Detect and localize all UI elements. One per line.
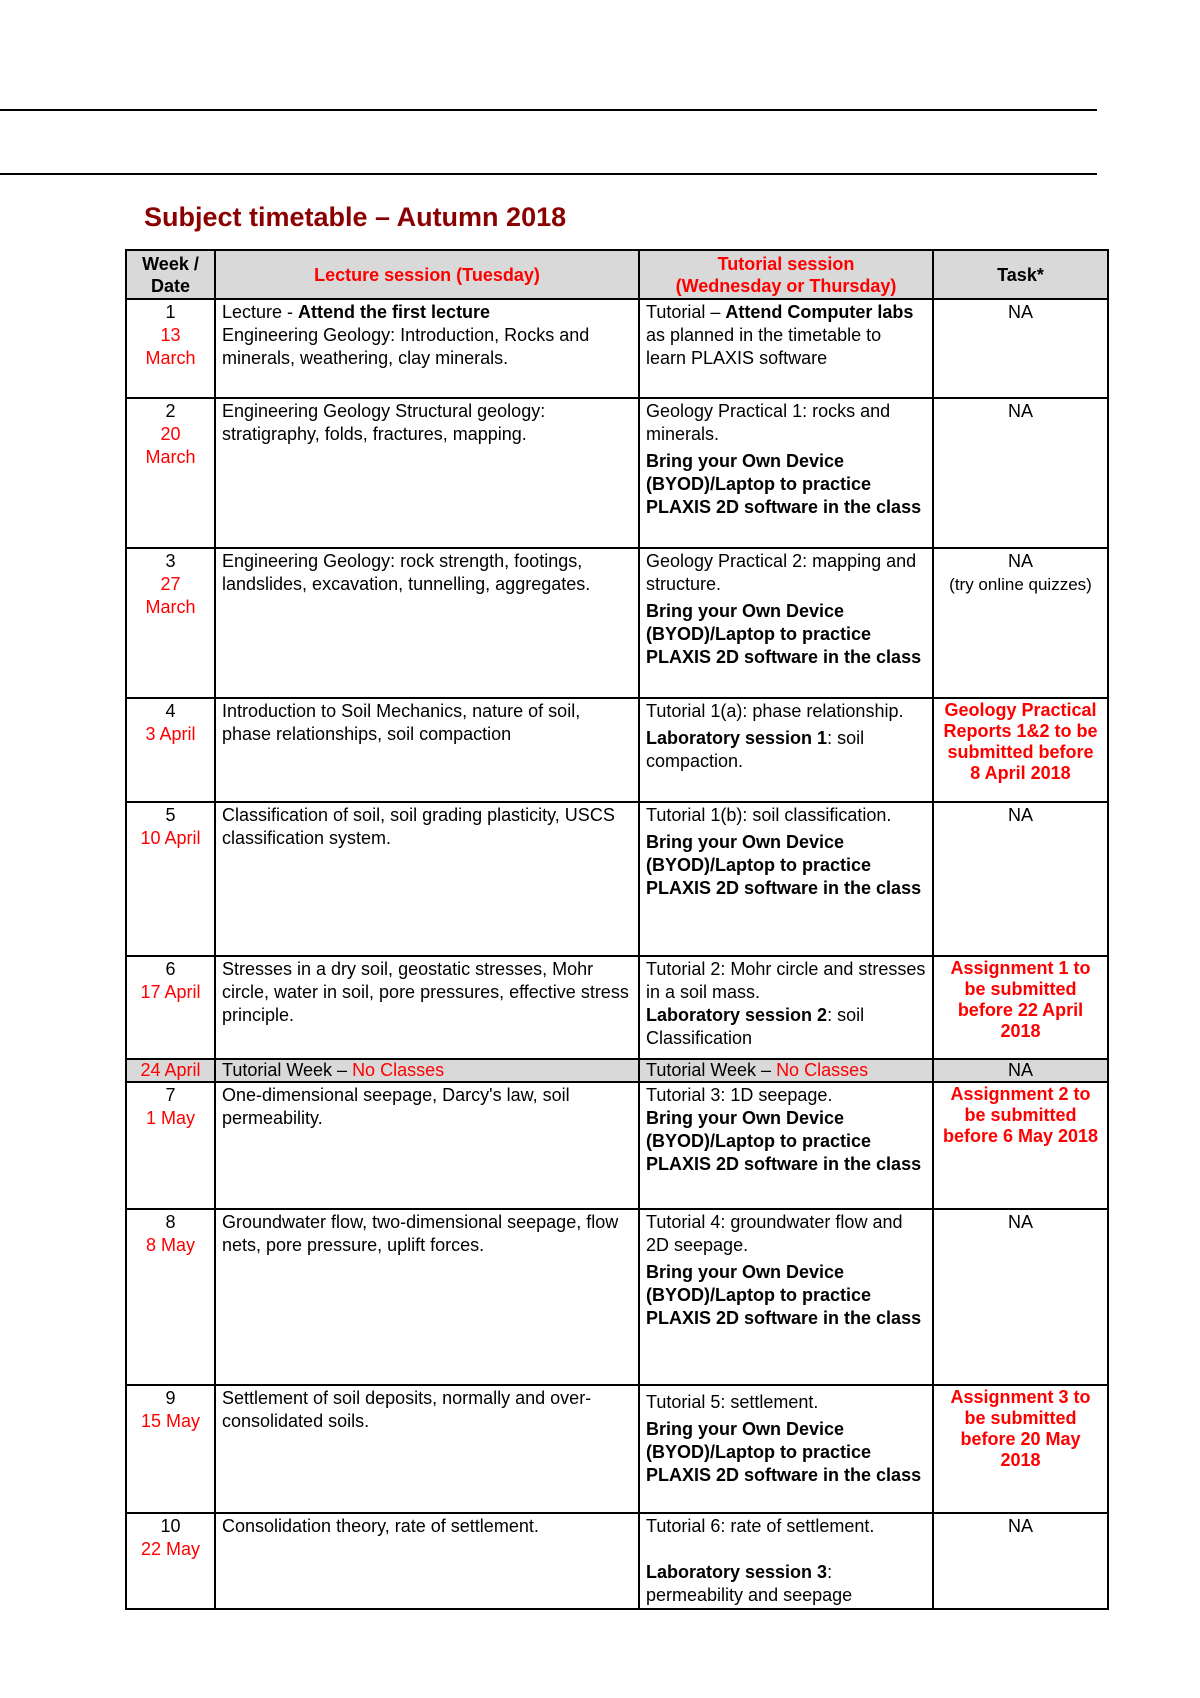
lecture-cell: Introduction to Soil Mechanics, nature of soil, phase relationships, soil compaction xyxy=(215,698,639,802)
week-cell: 8 8 May xyxy=(126,1209,215,1385)
task-cell: NA xyxy=(933,1059,1108,1082)
lecture-cell: Classification of soil, soil grading plasticity, USCS classification system. xyxy=(215,802,639,956)
tutorial-cell: Tutorial – Attend Computer labs as planned in the timetable to learn PLAXIS software xyxy=(639,299,933,398)
table-row xyxy=(126,956,1108,1059)
task-cell: NA xyxy=(933,1209,1108,1385)
week-cell: 10 22 May xyxy=(126,1513,215,1609)
lecture-cell: Settlement of soil deposits, normally and over-consolidated soils. xyxy=(215,1385,639,1513)
table-row xyxy=(126,698,1108,802)
header-task: Task* xyxy=(933,250,1108,299)
top-rule xyxy=(0,109,1097,111)
lecture-cell: Engineering Geology Structural geology: stratigraphy, folds, fractures, mapping. xyxy=(215,398,639,548)
table-row xyxy=(126,802,1108,956)
table-row xyxy=(126,1385,1108,1513)
lecture-cell: Groundwater flow, two-dimensional seepage, flow nets, pore pressure, uplift forces. xyxy=(215,1209,639,1385)
lecture-cell: One-dimensional seepage, Darcy's law, soil permeability. xyxy=(215,1082,639,1209)
header-tutorial: Tutorial session (Wednesday or Thursday) xyxy=(639,250,933,299)
task-cell: NA xyxy=(933,802,1108,956)
week-cell: 9 15 May xyxy=(126,1385,215,1513)
task-cell: Assignment 1 to be submitted before 22 April 2018 xyxy=(933,956,1108,1059)
tutorial-cell: Tutorial 5: settlement. Bring your Own Device (BYOD)/Laptop to practice PLAXIS 2D software in the class xyxy=(639,1385,933,1513)
task-cell: NA xyxy=(933,1513,1108,1609)
tutorial-cell: Tutorial 6: rate of settlement. Laboratory session 3: permeability and seepage xyxy=(639,1513,933,1609)
table-row xyxy=(126,548,1108,698)
week-cell: 6 17 April xyxy=(126,956,215,1059)
table-row xyxy=(126,1082,1108,1209)
lecture-cell: Stresses in a dry soil, geostatic stresses, Mohr circle, water in soil, pore pressures, effective stress principle. xyxy=(215,956,639,1059)
task-cell: Geology Practical Reports 1&2 to be submitted before 8 April 2018 xyxy=(933,698,1108,802)
header-row xyxy=(126,250,1108,299)
table-row xyxy=(126,1513,1108,1609)
lecture-cell: Engineering Geology: rock strength, footings, landslides, excavation, tunnelling, aggregates. xyxy=(215,548,639,698)
tutorial-cell: Tutorial 4: groundwater flow and 2D seepage. Bring your Own Device (BYOD)/Laptop to practice PLAXIS 2D software in the class xyxy=(639,1209,933,1385)
tutorial-cell: Tutorial 1(a): phase relationship. Laboratory session 1: soil compaction. xyxy=(639,698,933,802)
lecture-cell: Lecture - Attend the first lecture Engineering Geology: Introduction, Rocks and minerals, weathering, clay minerals. xyxy=(215,299,639,398)
task-cell: NA (try online quizzes) xyxy=(933,548,1108,698)
task-cell: Assignment 2 to be submitted before 6 May 2018 xyxy=(933,1082,1108,1209)
lecture-cell: Tutorial Week – No Classes xyxy=(215,1059,639,1082)
week-cell: 5 10 April xyxy=(126,802,215,956)
task-cell: Assignment 3 to be submitted before 20 May 2018 xyxy=(933,1385,1108,1513)
week-cell: 1 13 March xyxy=(126,299,215,398)
header-lecture: Lecture session (Tuesday) xyxy=(215,250,639,299)
table-row xyxy=(126,398,1108,548)
timetable xyxy=(125,249,1109,1610)
week-cell: 3 27 March xyxy=(126,548,215,698)
tutorial-cell: Tutorial 1(b): soil classification. Bring your Own Device (BYOD)/Laptop to practice PLAXIS 2D software in the class xyxy=(639,802,933,956)
tutorial-cell: Geology Practical 1: rocks and minerals. Bring your Own Device (BYOD)/Laptop to practice PLAXIS 2D software in the class xyxy=(639,398,933,548)
tutorial-cell: Tutorial 2: Mohr circle and stresses in a soil mass. Laboratory session 2: soil Classification xyxy=(639,956,933,1059)
second-rule xyxy=(0,173,1097,175)
week-cell: 2 20 March xyxy=(126,398,215,548)
table-row xyxy=(126,1209,1108,1385)
week-cell: 7 1 May xyxy=(126,1082,215,1209)
tutorial-cell: Tutorial Week – No Classes xyxy=(639,1059,933,1082)
task-cell: NA xyxy=(933,398,1108,548)
week-cell: 4 3 April xyxy=(126,698,215,802)
tutorial-cell: Geology Practical 2: mapping and structure. Bring your Own Device (BYOD)/Laptop to practice PLAXIS 2D software in the class xyxy=(639,548,933,698)
lecture-cell: Consolidation theory, rate of settlement. xyxy=(215,1513,639,1609)
tutorial-cell: Tutorial 3: 1D seepage. Bring your Own Device (BYOD)/Laptop to practice PLAXIS 2D software in the class xyxy=(639,1082,933,1209)
page-title: Subject timetable – Autumn 2018 xyxy=(144,202,567,232)
table-row xyxy=(126,299,1108,398)
task-cell: NA xyxy=(933,299,1108,398)
header-week-date: Week / Date xyxy=(126,250,215,299)
table-row-tutorial-week xyxy=(126,1059,1108,1082)
week-cell: 24 April xyxy=(126,1059,215,1082)
